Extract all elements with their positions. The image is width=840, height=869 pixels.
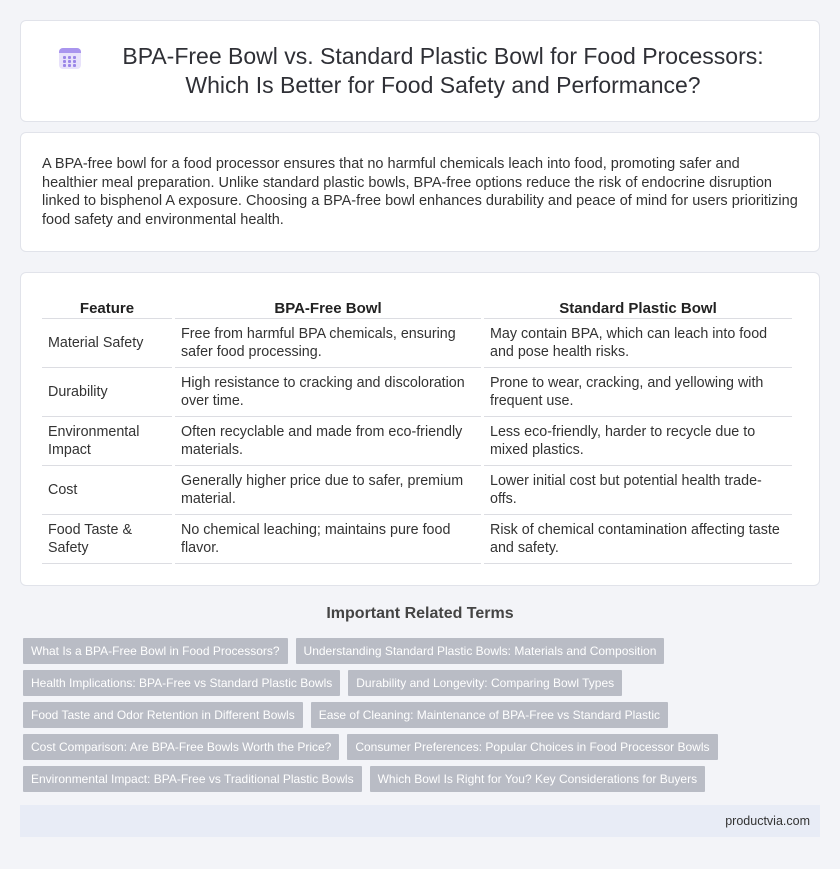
footer-site-link[interactable]: productvia.com: [725, 814, 810, 828]
table-cell-standard: Lower initial cost but potential health trade-offs.: [484, 466, 792, 515]
tag-row: [23, 638, 823, 664]
table-cell-standard: Prone to wear, cracking, and yellowing with frequent use.: [484, 368, 792, 417]
related-term-tag[interactable]: Environmental Impact: BPA-Free vs Traditional Plastic Bowls: [23, 766, 362, 792]
comparison-table-card: [20, 272, 820, 586]
table-row: [42, 368, 792, 417]
table-cell-standard: Less eco-friendly, harder to recycle due to mixed plastics.: [484, 417, 792, 466]
table-cell-bpa-free: High resistance to cracking and discoloration over time.: [175, 368, 481, 417]
related-term-tag[interactable]: What Is a BPA-Free Bowl in Food Processors?: [23, 638, 288, 664]
related-term-tag[interactable]: Understanding Standard Plastic Bowls: Materials and Composition: [296, 638, 665, 664]
tag-row: [23, 702, 823, 728]
calendar-grid-icon: [57, 45, 83, 71]
comparison-table: [39, 295, 795, 564]
table-cell-standard: Risk of chemical contamination affecting taste and safety.: [484, 515, 792, 564]
title-wrap: [57, 42, 783, 100]
table-cell-standard: May contain BPA, which can leach into food and pose health risks.: [484, 319, 792, 368]
tag-row: [23, 766, 823, 792]
related-term-tag[interactable]: Food Taste and Odor Retention in Different Bowls: [23, 702, 303, 728]
related-term-tag[interactable]: Which Bowl Is Right for You? Key Considerations for Buyers: [370, 766, 706, 792]
tag-row: [23, 734, 823, 760]
header-card: [20, 20, 820, 122]
related-term-tag[interactable]: Durability and Longevity: Comparing Bowl Types: [348, 670, 622, 696]
table-cell-feature: Cost: [42, 466, 172, 515]
related-term-tag[interactable]: Consumer Preferences: Popular Choices in Food Processor Bowls: [347, 734, 717, 760]
footer: [20, 805, 820, 837]
table-cell-bpa-free: Often recyclable and made from eco-friendly materials.: [175, 417, 481, 466]
related-terms-title: Important Related Terms: [326, 605, 514, 622]
table-row: [42, 515, 792, 564]
table-cell-feature: Material Safety: [42, 319, 172, 368]
table-cell-bpa-free: No chemical leaching; maintains pure food flavor.: [175, 515, 481, 564]
column-header-feature: Feature: [42, 295, 172, 319]
related-terms-tags: [23, 638, 823, 798]
table-cell-bpa-free: Generally higher price due to safer, premium material.: [175, 466, 481, 515]
table-cell-bpa-free: Free from harmful BPA chemicals, ensuring safer food processing.: [175, 319, 481, 368]
related-term-tag[interactable]: Ease of Cleaning: Maintenance of BPA-Free vs Standard Plastic: [311, 702, 668, 728]
related-term-tag[interactable]: Cost Comparison: Are BPA-Free Bowls Worth the Price?: [23, 734, 339, 760]
intro-card: [20, 132, 820, 252]
table-cell-feature: Durability: [42, 368, 172, 417]
tag-row: [23, 670, 823, 696]
intro-paragraph: A BPA-free bowl for a food processor ensures that no harmful chemicals leach into food, promoting safer and healthier meal preparation. Unlike standard plastic bowls, BPA-free options reduce the risk of endocrine disruption linked to bisphenol A exposure. Choosing a BPA-free bowl enhances durability and peace of mind for users prioritizing food safety and environmental health.: [42, 156, 798, 228]
column-header-bpa-free: BPA-Free Bowl: [175, 295, 481, 319]
table-row: [42, 466, 792, 515]
table-cell-feature: Environmental Impact: [42, 417, 172, 466]
column-header-standard: Standard Plastic Bowl: [484, 295, 792, 319]
table-row: [42, 417, 792, 466]
related-term-tag[interactable]: Health Implications: BPA-Free vs Standard Plastic Bowls: [23, 670, 340, 696]
table-row: [42, 319, 792, 368]
table-header-row: [42, 295, 792, 319]
page-title: BPA-Free Bowl vs. Standard Plastic Bowl for Food Processors: Which Is Better for Food Safety and Performance?: [122, 43, 764, 98]
table-cell-feature: Food Taste & Safety: [42, 515, 172, 564]
